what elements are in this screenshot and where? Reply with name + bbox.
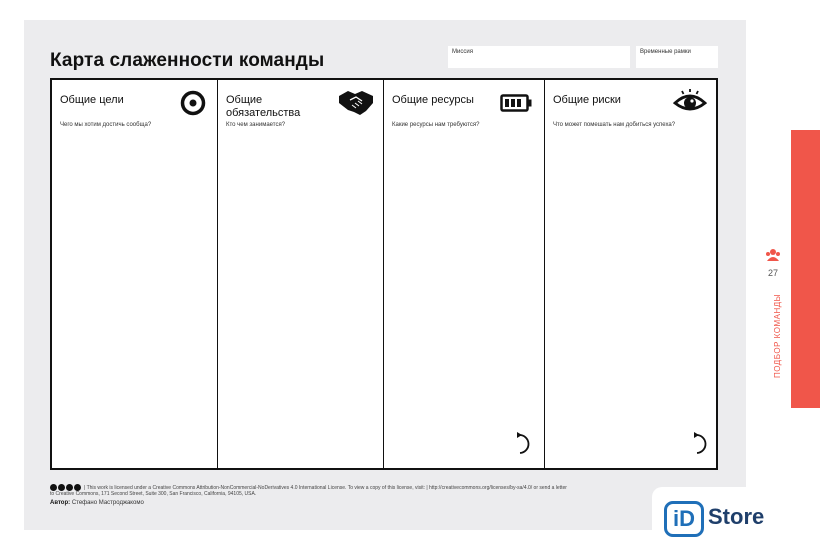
mission-field[interactable] [448, 46, 630, 68]
column-heading: Общие обязательства [226, 94, 301, 119]
column-heading: Общие риски [553, 94, 621, 106]
canvas-board [50, 78, 718, 470]
column-goals[interactable] [52, 80, 218, 468]
section-color-bar [791, 130, 820, 408]
handshake-icon [338, 88, 374, 116]
refresh-icon[interactable] [516, 432, 530, 456]
license-line: | This work is licensed under a Creative Commons Attribution-NonCommercial-NoDerivatives 4.0 International License. To view a copy of this license, visit: | http://creativecommons.org/licenses/by-sa/4.0/ or send a letter to Creative Commons, 171 Second Street, Suite 300, San Francisco, California, 94105, USA. [50, 484, 567, 498]
column-resources[interactable] [384, 80, 545, 468]
logo-id-mark: iD [664, 501, 704, 537]
mission-label: Миссия [452, 49, 473, 55]
column-commitments[interactable] [218, 80, 384, 468]
author-name: Стефано Мастроджакомо [71, 500, 144, 506]
timeframe-label: Временные рамки [640, 49, 691, 55]
eye-icon [673, 88, 707, 114]
author-credit [50, 500, 144, 506]
creative-commons-icon [50, 484, 81, 491]
column-question: Какие ресурсы нам требуются? [392, 122, 480, 128]
section-label: ПОДБОР КОМАНДЫ [773, 293, 782, 378]
column-question: Кто чем занимается? [226, 122, 286, 128]
refresh-icon[interactable] [693, 432, 707, 456]
logo-store-text: Store [708, 504, 765, 529]
canvas-sheet [24, 20, 746, 530]
battery-icon [500, 94, 532, 112]
column-heading: Общие цели [60, 94, 124, 106]
target-icon [180, 90, 206, 116]
page-number: 27 [767, 268, 778, 278]
page-title: Карта слаженности команды [50, 50, 325, 71]
author-label: Автор: [50, 500, 71, 506]
team-icon [765, 248, 781, 262]
brand-logo [652, 487, 792, 551]
column-question: Что может помешать нам добиться успеха? [553, 122, 676, 128]
column-question: Чего мы хотим достичь сообща? [60, 122, 152, 128]
column-risks[interactable] [545, 80, 716, 468]
license-text [50, 484, 570, 498]
timeframe-field[interactable] [636, 46, 718, 68]
column-heading: Общие ресурсы [392, 94, 474, 106]
